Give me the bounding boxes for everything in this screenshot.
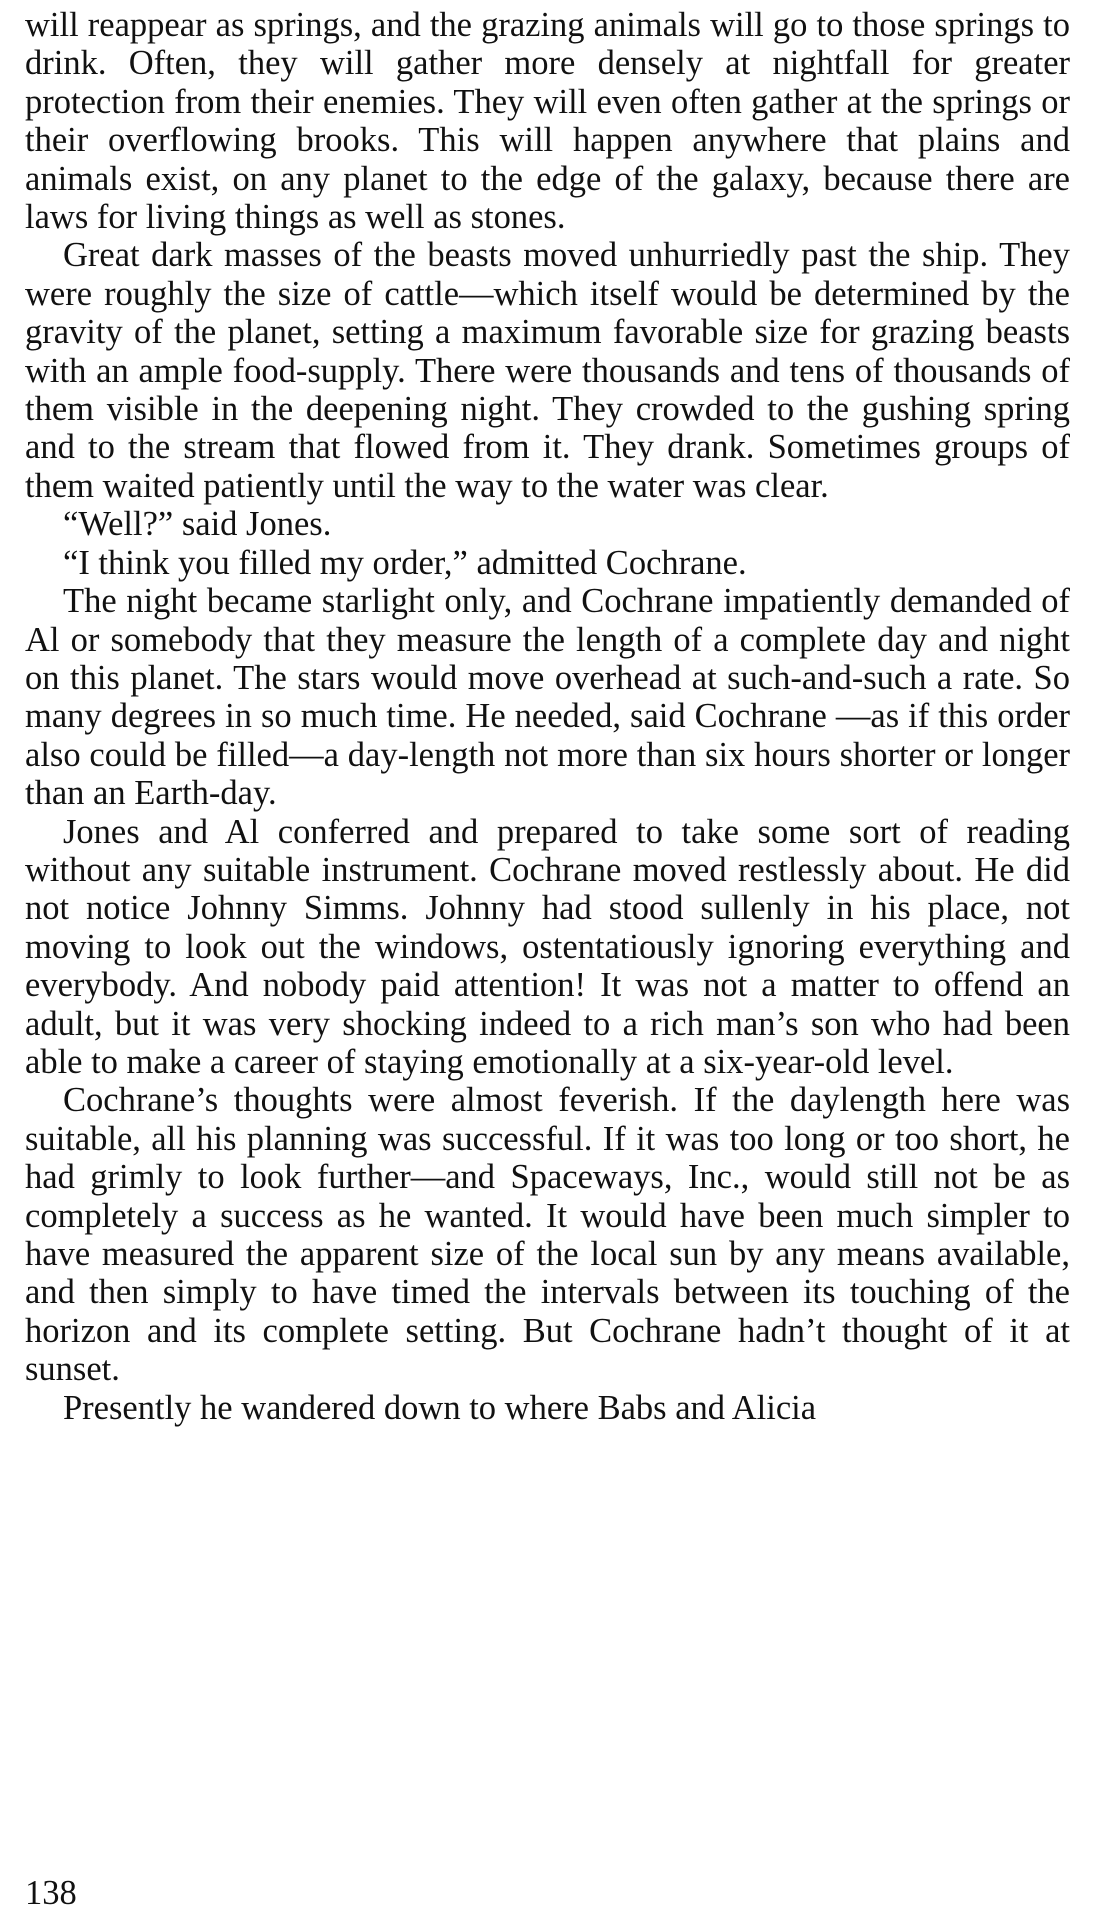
paragraph-2: Great dark masses of the beasts moved unhurriedly past the ship. They were roughly the size of cattle—which itself would be determined by the gravity of the planet, setting a maximum favorable size for grazing beasts with an ample food-supply. There were thousands and tens of thousands of them visible in the deepening night. They crowded to the gushing spring and to the stream that flowed from it. They drank. Sometimes groups of them waited patiently until the way to the water was clear. xyxy=(25,236,1070,505)
page-number: 138 xyxy=(25,1874,77,1912)
paragraph-6: Jones and Al conferred and prepared to take some sort of reading without any suitable instrument. Cochrane moved restlessly about. He did not notice Johnny Simms. Johnny had stood sullenly in his place, not moving to look out the windows, ostentatiously ignoring everything and everybody. And nobody paid attention! It was not a matter to offend an adult, but it was very shocking indeed to a rich man’s son who had been able to make a career of staying emotionally at a six-year-old level. xyxy=(25,812,1070,1081)
paragraph-7: Cochrane’s thoughts were almost feverish. If the daylength here was suitable, all his planning was successful. If it was too long or too short, he had grimly to look further—and Spaceways, Inc., would still not be as completely a success as he wanted. It would have been much simpler to have measured the apparent size of the local sun by any means available, and then simply to have timed the intervals between its touching of the horizon and its complete setting. But Cochrane hadn’t thought of it at sunset. xyxy=(25,1081,1070,1389)
book-page-text xyxy=(25,6,1070,1427)
paragraph-3: “Well?” said Jones. xyxy=(63,505,332,544)
paragraph-4: “I think you filled my order,” admitted Cochrane. xyxy=(63,543,747,582)
paragraph-8: Presently he wandered down to where Babs and Alicia xyxy=(63,1388,817,1427)
paragraph-5: The night became starlight only, and Cochrane impatiently demanded of Al or somebody that they measure the length of a complete day and night on this planet. The stars would move overhead at such-and-such a rate. So many degrees in so much time. He needed, said Cochrane —as if this order also could be filled—a day-length not more than six hours shorter or longer than an Earth-day. xyxy=(25,582,1070,813)
paragraph-1: will reappear as springs, and the grazing animals will go to those springs to drink. Often, they will gather more densely at nightfall for greater protection from their enemies. They will even often gather at the springs or their overflowing brooks. This will happen anywhere that plains and animals exist, on any planet to the edge of the galaxy, because there are laws for living things as well as stones. xyxy=(25,6,1070,237)
